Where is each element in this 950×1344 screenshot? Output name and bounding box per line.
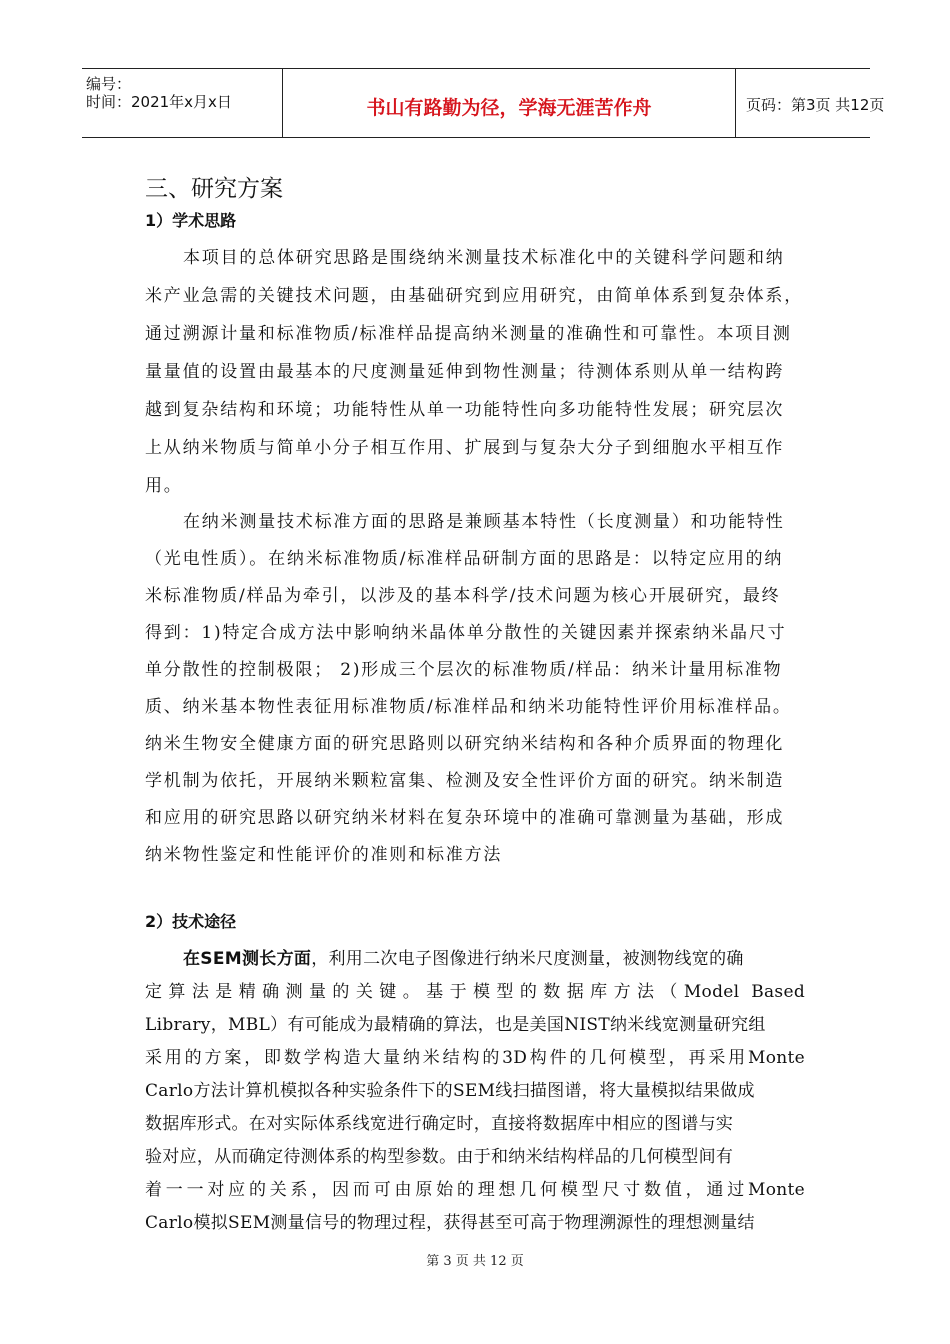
text-line: 纳米物性鉴定和性能评价的准则和标准方法 [145,845,503,865]
text-line: Carlo模拟SEM测量信号的物理过程，获得甚至可高于物理溯源性的理想测量结 [145,1213,755,1233]
text-line: 质、纳米基本物性表征用标准物质/标准样品和纳米功能特性评价用标准样品。 [145,697,792,717]
page-info: 页码：第3页 共12页 [746,96,885,114]
time-label: 时间：2021年x月x日 [86,93,232,111]
text-line: 单分散性的控制极限； 2)形成三个层次的标准物质/样品：纳米计量用标准物 [145,660,783,680]
text-line: 在纳米测量技术标准方面的思路是兼顾基本特性（长度测量）和功能特性 [183,512,785,532]
text-line: 上从纳米物质与简单小分子相互作用、扩展到与复杂大分子到细胞水平相互作 [145,438,785,458]
text-line: 和应用的研究思路以研究纳米材料在复杂环境中的准确可靠测量为基础，形成 [145,808,785,828]
text-line: 米标准物质/样品为牵引，以涉及的基本科学/技术问题为核心开展研究，最终 [145,586,781,606]
page-header [82,68,885,138]
text-line: 验对应，从而确定待测体系的构型参数。由于和纳米结构样品的几何模型间有 [145,1147,734,1167]
text-line: 数据库形式。在对实际体系线宽进行确定时，直接将数据库中相应的图谱与实 [145,1114,734,1134]
text-line: （光电性质）。在纳米标准物质/标准样品研制方面的思路是：以特定应用的纳 [145,549,784,569]
text-line: 用。 [145,476,183,496]
section-title: 三、研究方案 [145,176,283,202]
page-footer: 第 3 页 共 12 页 [426,1254,524,1269]
text-line: 量量值的设置由最基本的尺度测量延伸到物性测量；待测体系则从单一结构跨 [145,362,785,382]
motto: 书山有路勤为径，学海无涯苦作舟 [366,97,652,119]
text-line: 采用的方案，即数学构造大量纳米结构的3D构件的几何模型，再采用Monte [145,1048,805,1068]
header-motto-cell [283,69,736,137]
text-line: 定算法是精确测量的关键。基于模型的数据库方法（Model Based [145,982,805,1002]
subheading-technical-route: 2）技术途径 [145,912,237,931]
text-line: Library，MBL）有可能成为最精确的算法，也是美国NIST纳米线宽测量研究组 [145,1015,766,1035]
text-span: ，利用二次电子图像进行纳米尺度测量，被测物线宽的确 [311,949,744,969]
text-line: 纳米生物安全健康方面的研究思路则以研究纳米结构和各种介质界面的物理化 [145,734,785,754]
header-page-cell [736,69,885,137]
text-line: 学机制为依托，开展纳米颗粒富集、检测及安全性评价方面的研究。纳米制造 [145,771,785,791]
text-line: 得到：1)特定合成方法中影响纳米晶体单分散性的关键因素并探索纳米晶尺寸 [145,623,787,643]
subheading-academic-approach: 1）学术思路 [145,211,237,230]
header-left-cell [82,69,283,137]
text-line: 米产业急需的关键技术问题，由基础研究到应用研究，由简单体系到复杂体系， [145,286,803,306]
text-line: Carlo方法计算机模拟各种实验条件下的SEM线扫描图谱，将大量模拟结果做成 [145,1081,755,1101]
text-line: 本项目的总体研究思路是围绕纳米测量技术标准化中的关键科学问题和纳 [183,248,785,268]
text-line: 着一一对应的关系，因而可由原始的理想几何模型尺寸数值，通过Monte [145,1180,805,1200]
text-line: 越到复杂结构和环境；功能特性从单一功能特性向多功能特性发展；研究层次 [145,400,785,420]
text-line: 通过溯源计量和标准物质/标准样品提高纳米测量的准确性和可靠性。本项目测 [145,324,792,344]
text-line-first [183,944,805,977]
sem-measurement-lead: 在SEM测长方面 [183,949,312,969]
number-label: 编号： [86,75,132,93]
